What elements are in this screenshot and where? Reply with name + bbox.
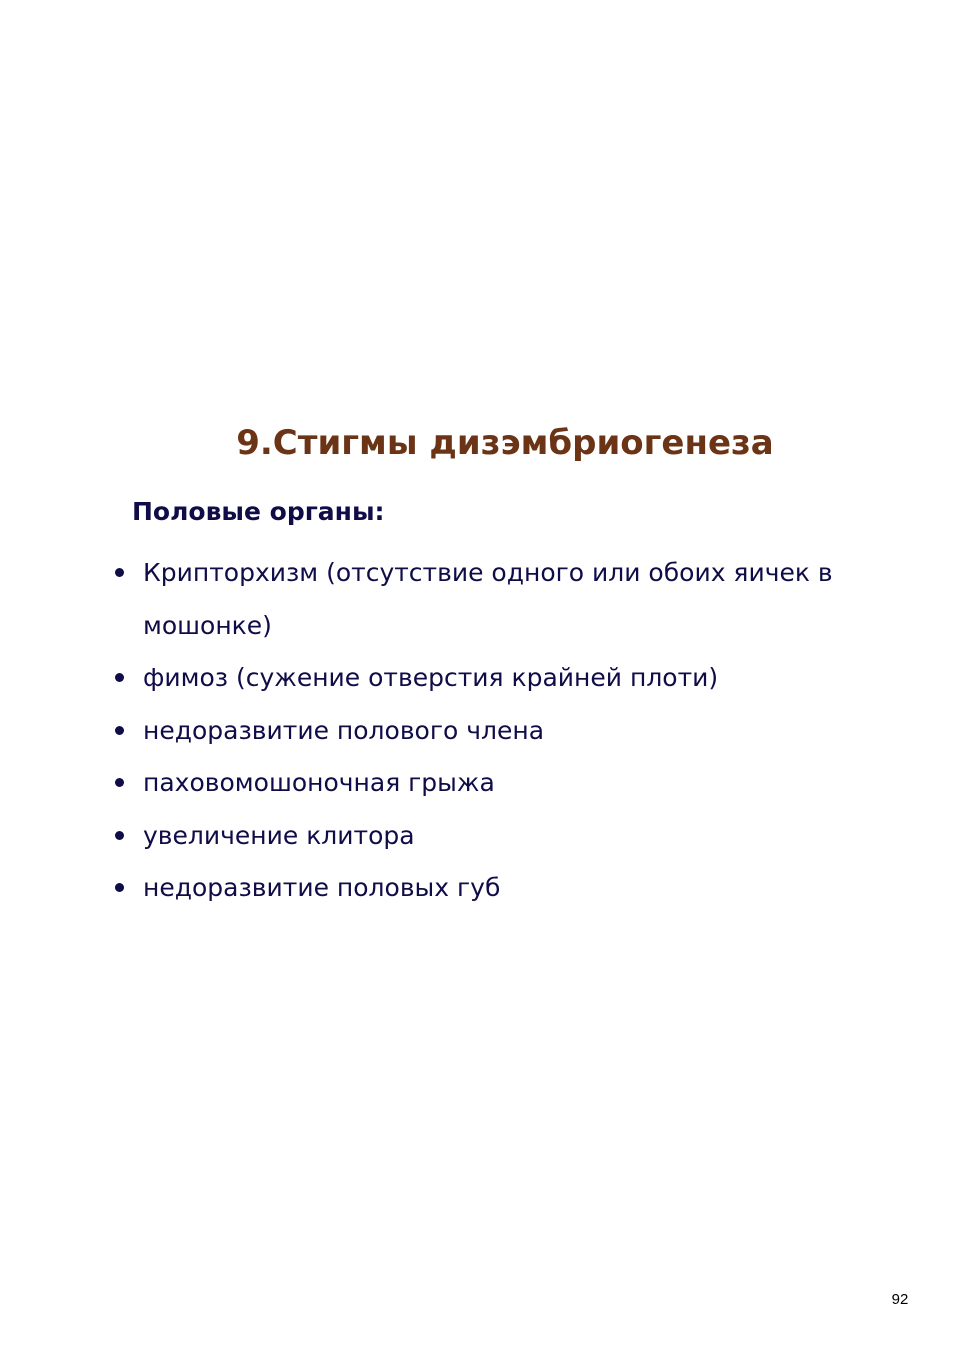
page-number: 92 bbox=[891, 1291, 909, 1308]
bullet-icon bbox=[115, 726, 124, 735]
list-item-text: увеличение клитора bbox=[143, 820, 415, 850]
slide-title: 9.Стигмы дизэмбриогенеза bbox=[236, 423, 774, 463]
list-item-text: паховомошоночная грыжа bbox=[143, 768, 495, 797]
bullet-icon bbox=[115, 883, 124, 892]
section-heading: Половые органы: bbox=[132, 497, 385, 526]
list-item bbox=[112, 705, 852, 758]
bullet-list bbox=[112, 547, 852, 915]
list-item bbox=[112, 757, 852, 810]
bullet-icon bbox=[115, 778, 124, 787]
list-item bbox=[112, 810, 852, 863]
list-item-text: недоразвитие половых губ bbox=[143, 873, 501, 902]
bullet-icon bbox=[115, 673, 124, 682]
list-item bbox=[112, 547, 852, 652]
list-item bbox=[112, 862, 852, 915]
list-item-text: Крипторхизм (отсутствие одного или обоих яичек в мошонке) bbox=[143, 558, 833, 640]
list-item bbox=[112, 652, 852, 705]
bullet-icon bbox=[115, 831, 124, 840]
bullet-icon bbox=[115, 568, 124, 577]
list-item-text: недоразвитие полового члена bbox=[143, 715, 545, 745]
list-item-text: фимоз (сужение отверстия крайней плоти) bbox=[143, 663, 719, 692]
